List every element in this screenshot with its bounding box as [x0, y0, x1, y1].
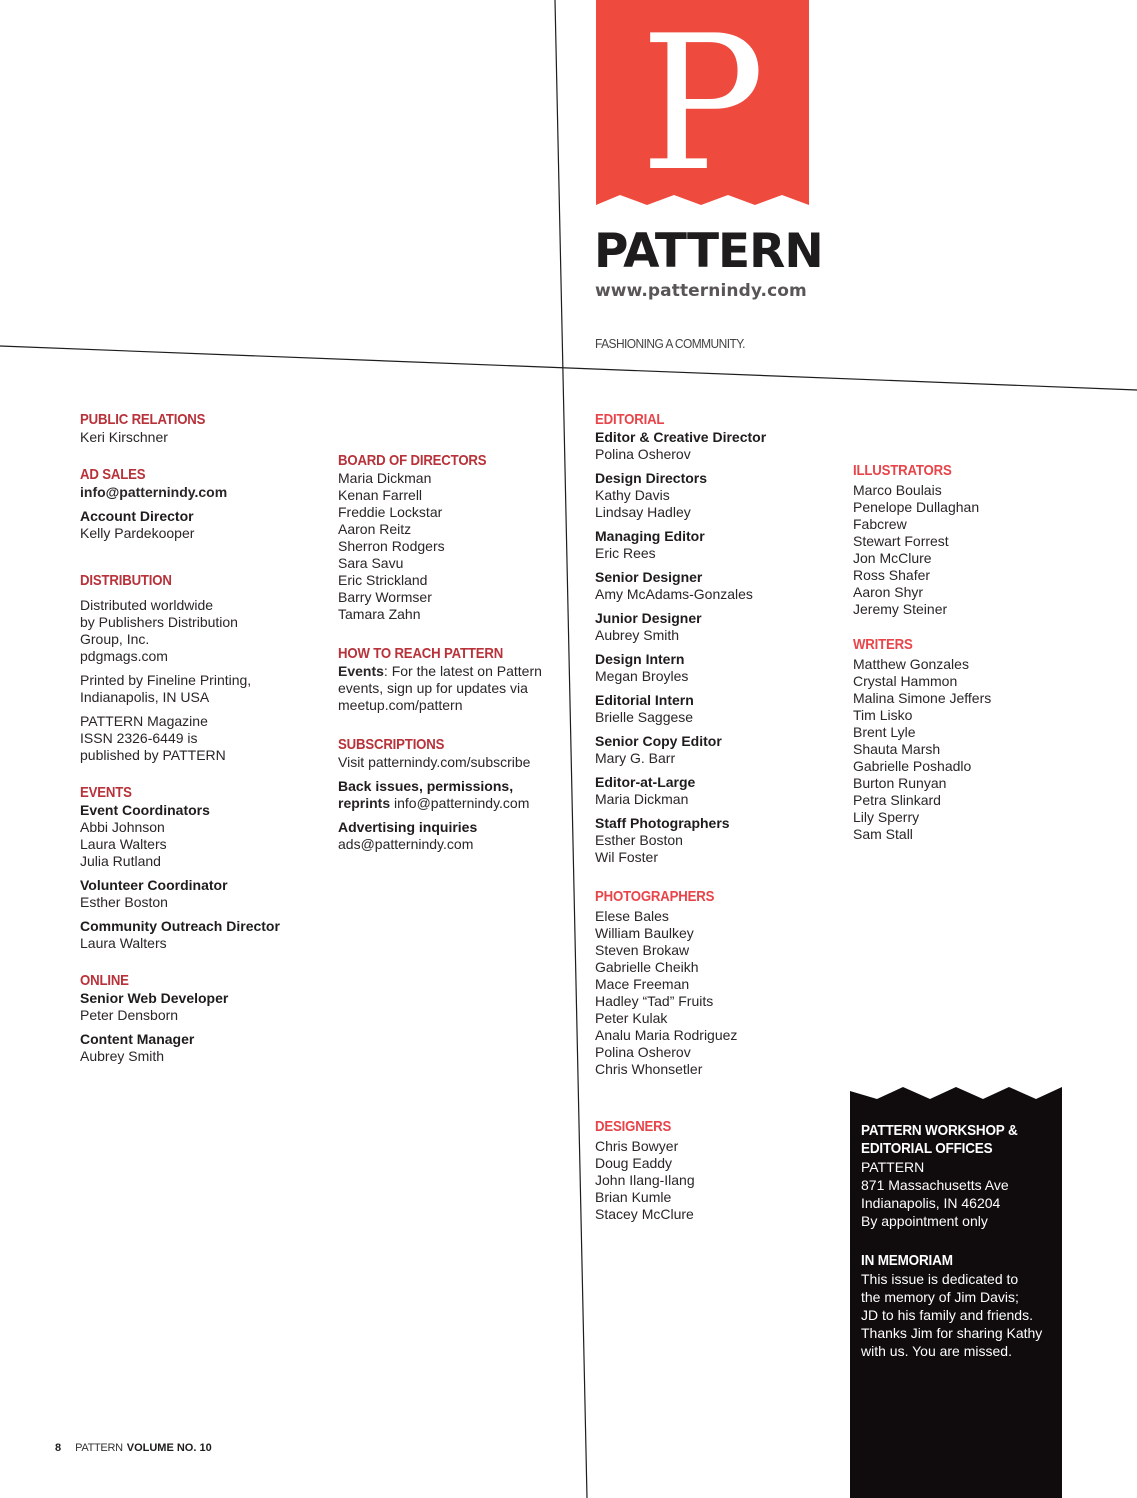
- section-writers: [853, 636, 1053, 843]
- staff-name: Ross Shafer: [853, 567, 931, 583]
- section-heading: HOW TO REACH PATTERN: [338, 645, 504, 662]
- advertising-email[interactable]: ads@patternindy.com: [338, 836, 474, 852]
- staff-name: Sara Savu: [338, 555, 404, 571]
- staff-name: Kelly Pardekooper: [80, 525, 195, 541]
- staff-name: Maria Dickman: [595, 791, 689, 807]
- staff-name: Jeremy Steiner: [853, 601, 948, 617]
- staff-name: Peter Densborn: [80, 1007, 179, 1023]
- role-title: reprints: [338, 795, 391, 811]
- role-title: Senior Copy Editor: [595, 733, 722, 749]
- box-heading: PATTERN WORKSHOP &: [861, 1122, 1018, 1139]
- page-footer: [55, 1442, 212, 1454]
- section-designers: [595, 1118, 835, 1223]
- section-heading: PUBLIC RELATIONS: [80, 411, 206, 428]
- role-title: Volunteer Coordinator: [80, 877, 228, 893]
- staff-name: Kathy Davis: [595, 487, 670, 503]
- section-illustrators: [853, 462, 1053, 618]
- address-line: 871 Massachusetts Ave: [861, 1177, 1009, 1193]
- staff-name: Esther Boston: [595, 832, 683, 848]
- section-heading: EVENTS: [80, 784, 132, 801]
- back-issues-email[interactable]: info@patternindy.com: [390, 795, 530, 811]
- staff-name: Aubrey Smith: [80, 1048, 165, 1064]
- staff-name: Eric Strickland: [338, 572, 428, 588]
- role-title: Junior Designer: [595, 610, 702, 626]
- staff-name: Polina Osherov: [595, 446, 691, 462]
- staff-name: Mary G. Barr: [595, 750, 676, 766]
- subscribe-link[interactable]: Visit patternindy.com/subscribe: [338, 754, 531, 770]
- staff-name: Amy McAdams-Gonzales: [595, 586, 753, 602]
- section-distribution: [80, 572, 320, 764]
- issn-paragraph: [80, 713, 320, 764]
- role-title: Editor-at-Large: [595, 774, 696, 790]
- staff-name: John Ilang-Ilang: [595, 1172, 695, 1188]
- staff-name: Kenan Farrell: [338, 487, 423, 503]
- role-title: Senior Designer: [595, 569, 703, 585]
- role-title: Senior Web Developer: [80, 990, 229, 1006]
- section-heading: EDITORIAL: [595, 411, 665, 428]
- staff-name: Crystal Hammon: [853, 673, 958, 689]
- reach-events-line: [338, 663, 578, 680]
- box-heading: EDITORIAL OFFICES: [861, 1140, 993, 1157]
- staff-name: Hadley “Tad” Fruits: [595, 993, 714, 1009]
- back-issues-line: [338, 795, 578, 812]
- staff-name: Barry Wormser: [338, 589, 432, 605]
- memoriam-line: JD to his family and friends.: [861, 1307, 1033, 1323]
- staff-name: William Baulkey: [595, 925, 694, 941]
- page-number: 8: [55, 1442, 62, 1454]
- staff-name: Matthew Gonzales: [853, 656, 969, 672]
- staff-name: Doug Eaddy: [595, 1155, 673, 1171]
- offices-info-box: [850, 1085, 1062, 1498]
- staff-name: Esther Boston: [80, 894, 168, 910]
- text-line: Indianapolis, IN USA: [80, 689, 210, 705]
- section-heading: AD SALES: [80, 466, 146, 483]
- section-heading: DISTRIBUTION: [80, 572, 172, 589]
- role-title: Managing Editor: [595, 528, 705, 544]
- staff-name: Abbi Johnson: [80, 819, 165, 835]
- role-title: Advertising inquiries: [338, 819, 478, 835]
- text-line: ISSN 2326-6449 is: [80, 730, 198, 746]
- logo-url[interactable]: www.patternindy.com: [595, 281, 807, 301]
- section-public-relations: [80, 411, 320, 446]
- role-title: Editorial Intern: [595, 692, 694, 708]
- staff-name: Brian Kumle: [595, 1189, 672, 1205]
- staff-name: Keri Kirschner: [80, 429, 168, 445]
- section-memoriam: [861, 1252, 1057, 1360]
- section-board-of-directors: [338, 452, 578, 623]
- staff-name: Marco Boulais: [853, 482, 942, 498]
- staff-name: Mace Freeman: [595, 976, 690, 992]
- staff-name: Stacey McClure: [595, 1206, 694, 1222]
- staff-name: Chris Bowyer: [595, 1138, 679, 1154]
- section-online: [80, 972, 320, 1065]
- staff-name: Sherron Rodgers: [338, 538, 445, 554]
- staff-name: Burton Runyan: [853, 775, 947, 791]
- volume-label: VOLUME NO. 10: [126, 1442, 212, 1454]
- role-title: Account Director: [80, 508, 194, 524]
- staff-name: Lindsay Hadley: [595, 504, 691, 520]
- role-title: Event Coordinators: [80, 802, 210, 818]
- text-line: Group, Inc.: [80, 631, 150, 647]
- section-ad-sales: [80, 466, 320, 542]
- section-how-to-reach: [338, 645, 578, 714]
- staff-name: Steven Brokaw: [595, 942, 690, 958]
- tagline: FASHIONING A COMMUNITY.: [595, 336, 745, 351]
- section-heading: ONLINE: [80, 972, 129, 989]
- role-title: Staff Photographers: [595, 815, 730, 831]
- publication-name: PATTERN: [75, 1442, 123, 1454]
- staff-name: Freddie Lockstar: [338, 504, 443, 520]
- column-4: [853, 462, 1053, 863]
- staff-name: Brielle Saggese: [595, 709, 694, 725]
- printer-paragraph: [80, 672, 320, 706]
- role-title: Design Directors: [595, 470, 708, 486]
- distribution-paragraph: [80, 597, 320, 665]
- staff-name: Julia Rutland: [80, 853, 161, 869]
- staff-name: Chris Whonsetler: [595, 1061, 703, 1077]
- staff-name: Petra Slinkard: [853, 792, 941, 808]
- section-heading: SUBSCRIPTIONS: [338, 736, 445, 753]
- memoriam-line: This issue is dedicated to: [861, 1271, 1019, 1287]
- staff-name: Aaron Reitz: [338, 521, 412, 537]
- column-3: [595, 411, 835, 1243]
- staff-name: Gabrielle Poshadlo: [853, 758, 972, 774]
- text-line: Distributed worldwide: [80, 597, 214, 613]
- ad-sales-email[interactable]: info@patternindy.com: [80, 484, 228, 500]
- logo-wordmark: PATTERN: [594, 224, 823, 279]
- section-photographers: [595, 888, 835, 1078]
- staff-name: Malina Simone Jeffers: [853, 690, 992, 706]
- role-title: Design Intern: [595, 651, 685, 667]
- text-line: published by PATTERN: [80, 747, 226, 763]
- section-heading: PHOTOGRAPHERS: [595, 888, 715, 905]
- staff-name: Lily Sperry: [853, 809, 920, 825]
- column-1: [80, 411, 320, 1085]
- staff-name: Eric Rees: [595, 545, 656, 561]
- staff-name: Sam Stall: [853, 826, 913, 842]
- staff-name: Peter Kulak: [595, 1010, 668, 1026]
- address-line: PATTERN: [861, 1159, 925, 1175]
- staff-name: Tim Lisko: [853, 707, 913, 723]
- column-2: [338, 452, 578, 873]
- address-line: Indianapolis, IN 46204: [861, 1195, 1001, 1211]
- staff-name: Maria Dickman: [338, 470, 432, 486]
- horizontal-divider: [0, 346, 1137, 390]
- section-heading: WRITERS: [853, 636, 913, 653]
- section-heading: DESIGNERS: [595, 1118, 672, 1135]
- logo-letter: P: [639, 0, 766, 212]
- staff-name: Tamara Zahn: [338, 606, 421, 622]
- staff-name: Analu Maria Rodriguez: [595, 1027, 738, 1043]
- staff-name: Fabcrew: [853, 516, 907, 532]
- staff-name: Laura Walters: [80, 935, 167, 951]
- staff-name: Gabrielle Cheikh: [595, 959, 699, 975]
- staff-name: Elese Bales: [595, 908, 669, 924]
- box-content: [861, 1122, 1057, 1382]
- staff-name: Stewart Forrest: [853, 533, 949, 549]
- address-line: By appointment only: [861, 1213, 988, 1229]
- text-line: by Publishers Distribution: [80, 614, 238, 630]
- section-heading: ILLUSTRATORS: [853, 462, 952, 479]
- role-title: Editor & Creative Director: [595, 429, 767, 445]
- reach-events-text: : For the latest on Pattern: [383, 663, 542, 679]
- section-heading: BOARD OF DIRECTORS: [338, 452, 487, 469]
- role-title: Content Manager: [80, 1031, 195, 1047]
- section-editorial: [595, 411, 835, 866]
- staff-name: Penelope Dullaghan: [853, 499, 980, 515]
- staff-name: Brent Lyle: [853, 724, 916, 740]
- role-title: Back issues, permissions,: [338, 778, 514, 794]
- section-events: [80, 784, 320, 952]
- staff-name: Jon McClure: [853, 550, 932, 566]
- staff-name: Megan Broyles: [595, 668, 689, 684]
- staff-name: Wil Foster: [595, 849, 658, 865]
- section-offices: [861, 1122, 1057, 1230]
- staff-name: Aaron Shyr: [853, 584, 924, 600]
- text-line: events, sign up for updates via: [338, 680, 528, 696]
- text-line: Printed by Fineline Printing,: [80, 672, 252, 688]
- section-subscriptions: [338, 736, 578, 853]
- distributor-link[interactable]: pdgmags.com: [80, 648, 168, 664]
- staff-name: Shauta Marsh: [853, 741, 941, 757]
- memoriam-line: with us. You are missed.: [861, 1343, 1012, 1359]
- memoriam-line: Thanks Jim for sharing Kathy: [861, 1325, 1043, 1341]
- memoriam-line: the memory of Jim Davis;: [861, 1289, 1019, 1305]
- text-line: PATTERN Magazine: [80, 713, 208, 729]
- role-title: Community Outreach Director: [80, 918, 280, 934]
- reach-events-label: Events: [338, 663, 384, 679]
- staff-name: Polina Osherov: [595, 1044, 691, 1060]
- staff-name: Laura Walters: [80, 836, 167, 852]
- staff-name: Aubrey Smith: [595, 627, 680, 643]
- box-heading: IN MEMORIAM: [861, 1252, 953, 1269]
- meetup-link[interactable]: meetup.com/pattern: [338, 697, 463, 713]
